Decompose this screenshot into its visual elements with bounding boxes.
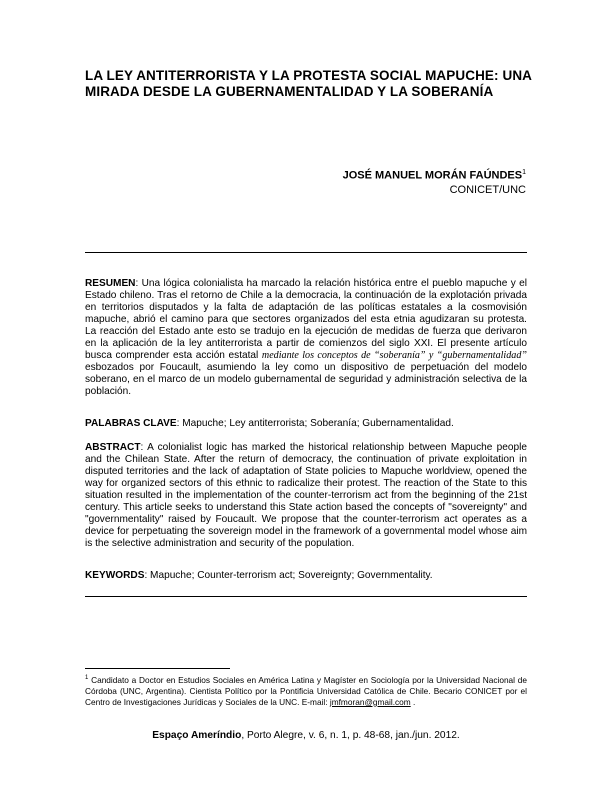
resumen-text-italic: mediante los conceptos de “soberanía” y “gubernamentalidad” xyxy=(261,350,527,361)
journal-name: Espaço Ameríndio xyxy=(152,730,242,741)
footnote-mark: 1 xyxy=(85,675,89,681)
keywords-paragraph xyxy=(85,570,527,582)
author-name: JOSÉ MANUEL MORÁN FAÚNDES xyxy=(342,169,523,182)
abstract-paragraph xyxy=(85,442,527,550)
resumen-paragraph xyxy=(85,278,527,398)
author-block xyxy=(343,166,526,197)
author-line xyxy=(343,166,526,183)
keywords-label: KEYWORDS xyxy=(85,570,145,581)
abstract-label: ABSTRACT xyxy=(85,442,141,453)
resumen-text-2: esbozados por Foucault, asumiendo la ley como un dispositivo de perpetuación del modelo soberano, en el marco de un modelo gubernamental de seguridad y administración selectiva de la población. xyxy=(85,362,527,397)
author-footnote-mark: 1 xyxy=(522,169,526,176)
keywords-text: : Mapuche; Counter-terrorism act; Sovereignty; Governmentality. xyxy=(144,570,433,581)
journal-details: , Porto Alegre, v. 6, n. 1, p. 48-68, jan./jun. 2012. xyxy=(241,730,460,741)
palabras-clave-paragraph xyxy=(85,418,527,430)
palabras-clave-text: : Mapuche; Ley antiterrorista; Soberanía; Gubernamentalidad. xyxy=(176,418,454,429)
top-divider xyxy=(85,252,527,253)
journal-citation xyxy=(0,730,612,742)
article-title: LA LEY ANTITERRORISTA Y LA PROTESTA SOCIAL MAPUCHE: UNA MIRADA DESDE LA GUBERNAMENTALIDAD Y LA SOBERANÍA xyxy=(85,68,532,99)
palabras-clave-label: PALABRAS CLAVE xyxy=(85,418,177,429)
footnote xyxy=(85,673,527,708)
resumen-text-1: : Una lógica colonialista ha marcado la relación histórica entre el pueblo mapuche y el Estado chileno. Tras el retorno de Chile a la democracia, la continuación de la explotación privada en territorios disputados y la falta de adaptación de las políticas estatales a la cosmovisión mapuche, abrió el camino para que sectores organizados del esta etnia agudizaran su protesta. La reacción del Estado ante esto se tradujo en la ejecución de medidas de fuerza que derivaron en la aplicación de la ley antiterrorista a partir de comienzos del siglo XXI. El presente artículo busca comprender esta acción estatal xyxy=(85,278,527,361)
abstract-text: : A colonialist logic has marked the historical relationship between Mapuche people and the Chilean State. After the return of democracy, the continuation of private exploitation in disputed territories and the lack of adaptation of State policies to Mapuche worldview, opened the way for organized sectors of this ethnic to radicalize their protest. The reaction of the State to this situation resulted in the implementation of the counter-terrorism act from the beginning of the 21st century. This article seeks to understand this State action based the concepts of "sovereignty" and "governmentality" raised by Foucault. We propose that the counter-terrorism act operates as a device for perpetuating the sovereign model in the framework of a governmental model whose aim is the selective administration and security of the population. xyxy=(85,442,527,549)
footnote-end: . xyxy=(410,696,416,707)
footnote-separator xyxy=(85,668,230,669)
bottom-divider xyxy=(85,596,527,597)
author-affiliation: CONICET/UNC xyxy=(449,183,526,196)
footnote-text: Candidato a Doctor en Estudios Sociales en América Latina y Magíster en Sociología por la Universidad Nacional de Córdoba (UNC, Argentina). Cientista Político por la Pontificia Universidad Católica de Chile. Becario CONICET por el Centro de Investigaciones Jurídicas y Sociales de la UNC. E-mail: xyxy=(85,674,527,707)
resumen-label: RESUMEN xyxy=(85,278,136,289)
footnote-email-link[interactable]: jmfmoran@gmail.com xyxy=(329,696,411,707)
